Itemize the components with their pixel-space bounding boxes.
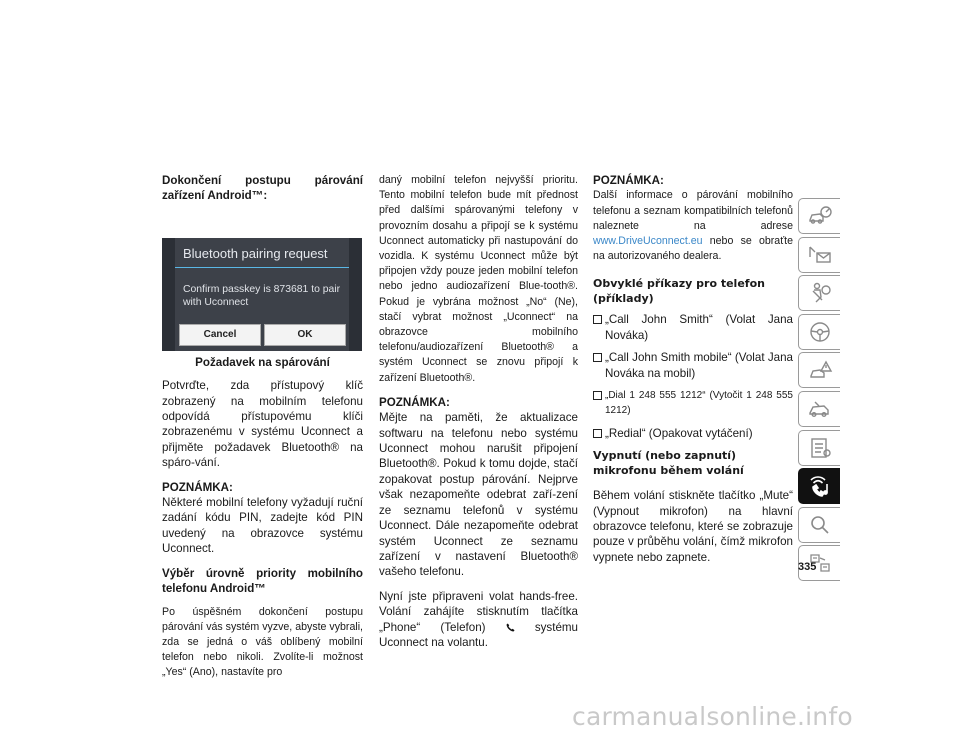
note-label: POZNÁMKA:	[379, 395, 450, 409]
ok-button: OK	[264, 324, 346, 346]
checkbox-bullet-icon	[593, 353, 602, 362]
text-segment: Další informace o párování mobilního telefonu a seznam kompatibilních telefonů naleznete na adrese	[593, 189, 793, 232]
page-number: 335	[798, 561, 817, 573]
chapter-tabs	[798, 198, 840, 584]
column-2	[379, 173, 578, 659]
tab-search[interactable]	[798, 507, 840, 543]
dialog-title: Bluetooth pairing request	[183, 245, 328, 261]
list-item-text: „Dial 1 248 555 1212“ (Vytočit 1 248 555 1212)	[605, 390, 793, 417]
checkbox-bullet-icon	[593, 315, 602, 324]
checkbox-bullet-icon	[593, 429, 602, 438]
column-1	[162, 173, 363, 690]
list-item-text: „Call John Smith mobile“ (Volat Jana Nováka na mobil)	[605, 351, 793, 380]
tab-warning-car[interactable]	[798, 352, 840, 388]
tab-steering-wheel[interactable]	[798, 314, 840, 350]
multimedia-phone-music-icon	[807, 474, 833, 498]
phone-icon	[506, 623, 515, 632]
paragraph: daný mobilní telefon nejvyšší prioritu. Tento mobilní telefon bude mít přednost před dalšími spárovanými telefony v provozním dosahu a připojí se k systému Uconnect automaticky při nastupování do vozidla. K systému Uconnect může být připojen vždy pouze jeden mobilní telefon nebo jedno audiozařízení Blue-tooth®. Pokud je vybrána možnost „No“ (Ne), stačí vybrat možnost „Uconnect“ na obrazovce mobilního telefonu/audiozařízení Bluetooth® a systém Uconnect se znovu připojí k zařízení Bluetooth®.	[379, 174, 578, 384]
magnifier-icon	[807, 513, 833, 537]
driveuconnect-link[interactable]: www.DriveUconnect.eu	[593, 235, 703, 248]
watermark: carmanualsonline.info	[572, 702, 853, 731]
car-service-icon	[807, 397, 833, 421]
note-text: Mějte na paměti, že aktualizace softwaru na telefonu nebo systému Uconnect mohou narušit připojení Bluetooth®. Pokud k tomu dojde, stačí zopakovat postup párování. Nejprve však nezapomeňte odebrat zaří-zení ze seznamu telefonů v systému Uconnect. Dále nezapomeňte odebrat systém Uconnect ze seznamu zařízení v nastavení Bluetooth® vašeho telefonu.	[379, 411, 578, 579]
pairing-dialog	[175, 238, 349, 351]
column-3	[593, 173, 793, 574]
checkbox-bullet-icon	[593, 391, 602, 400]
text-segment: systému Uconnect na volantu.	[379, 620, 578, 649]
note-label: POZNÁMKA:	[162, 480, 233, 494]
figure-caption: Požadavek na spárování	[195, 355, 330, 369]
text-segment: nebo se obraťte na autorizovaného dealera.	[593, 235, 794, 263]
tab-seatbelt-airbag[interactable]	[798, 275, 840, 311]
heading-mute: Vypnutí (nebo zapnutí) mikrofonu během volání	[593, 449, 744, 478]
note-label: POZNÁMKA:	[593, 174, 664, 187]
list-item-text: „Redial“ (Opakovat vytáčení)	[605, 426, 753, 440]
cancel-button: Cancel	[179, 324, 261, 346]
paragraph	[379, 589, 578, 651]
tab-car-service[interactable]	[798, 391, 840, 427]
warning-car-icon	[807, 358, 833, 382]
paragraph: Po úspěšném dokončení postupu párování vás systém vyzve, abyste vybrali, zda se jedná o váš oblíbený mobilní telefon nebo nikoli. Zvolíte-li možnost „Yes“ (Ano), nastavíte pro	[162, 605, 363, 679]
list-item	[593, 350, 793, 381]
list-item	[593, 388, 793, 419]
dialog-divider	[175, 267, 349, 268]
text-segment: Nyní jste připraveni volat hands-free. Volání zahájíte stisknutím tlačítka „Phone“ (Telefon)	[379, 589, 578, 634]
list-item-text: „Call John Smith“ (Volat Jana Nováka)	[605, 313, 793, 342]
steering-wheel-icon	[807, 320, 833, 344]
tab-multimedia[interactable]	[798, 468, 840, 504]
heading-android-pairing: Dokončení postupu párování zařízení Android™:	[162, 174, 363, 203]
tab-car-gauge[interactable]	[798, 198, 840, 234]
car-gauge-icon	[807, 204, 833, 228]
paragraph: Během volání stiskněte tlačítko „Mute“ (Vypnout mikrofon) na hlavní obrazovce telefonu, které se zobrazuje pouze v průběhu volání, čímž mikrofon vypnete nebo zapnete.	[593, 489, 793, 564]
note-text	[593, 188, 793, 264]
heading-priority: Výběr úrovně priority mobilního telefonu Android™	[162, 566, 363, 596]
tab-checklist[interactable]	[798, 430, 840, 466]
paragraph: Potvrďte, zda přístupový klíč zobrazený na mobilním telefonu odpovídá přístupovému klíči zobrazenému v systému Uconnect a přijměte požadavek Bluetooth® na spáro-vání.	[162, 379, 363, 470]
tab-car-envelope[interactable]	[798, 237, 840, 273]
pairing-request-screenshot	[162, 238, 362, 351]
note-text: Některé mobilní telefony vyžadují ruční zadání kódu PIN, zadejte kód PIN uvedený na obrazovce systému Uconnect.	[162, 496, 363, 556]
heading-common-commands: Obvyklé příkazy pro telefon (příklady)	[593, 277, 765, 306]
checklist-icon	[807, 436, 833, 460]
command-list	[593, 312, 793, 441]
seatbelt-airbag-icon	[807, 281, 833, 305]
dialog-message: Confirm passkey is 873681 to pair with Uconnect	[183, 283, 341, 308]
list-item	[593, 426, 793, 441]
list-item	[593, 312, 793, 343]
car-envelope-icon	[807, 243, 833, 267]
